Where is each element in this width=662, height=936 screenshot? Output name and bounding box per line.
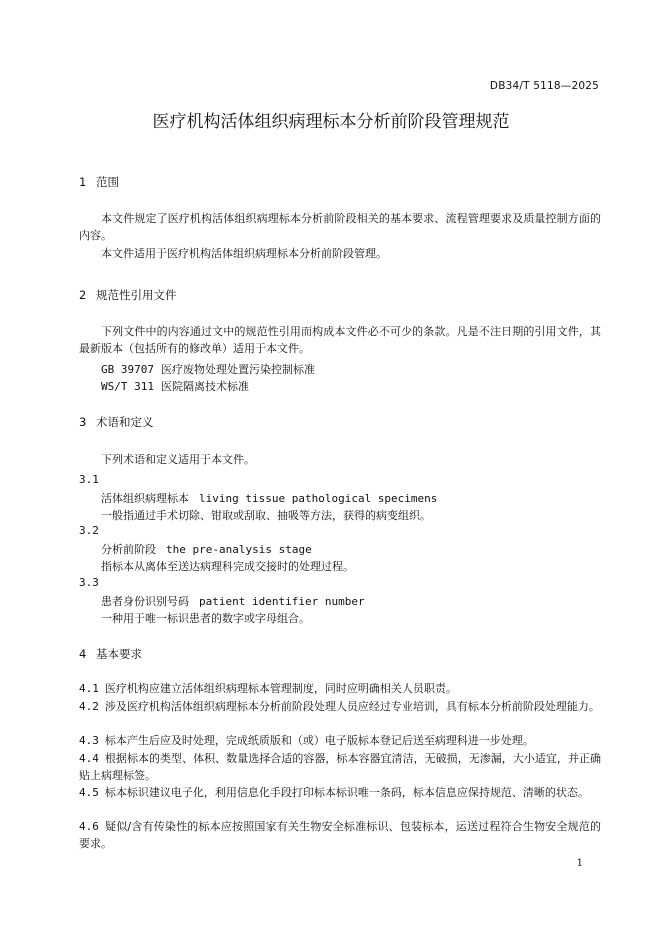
reference-item: [101, 378, 249, 394]
term-entry: [101, 541, 312, 557]
section-title: 术语和定义: [96, 415, 154, 429]
requirement-item: [79, 818, 601, 852]
term-definition: 一般指通过手术切除、钳取或刮取、抽吸等方法，获得的病变组织。: [101, 509, 431, 522]
term-entry: [101, 490, 437, 506]
item-text: 疑似/含有传染性的标本应按照国家有关生物安全标准标识、包装标本，运送过程符合生物安全规范的要求。: [79, 820, 601, 850]
reference-code: WS/T 311: [101, 380, 154, 393]
requirement-item: [79, 750, 601, 784]
section-1-heading: [79, 174, 119, 190]
requirement-item: [79, 784, 601, 801]
term-chinese: 活体组织病理标本: [101, 492, 189, 505]
section-title: 规范性引用文件: [96, 288, 177, 302]
requirement-item: [79, 680, 601, 697]
section-number: 4: [79, 647, 87, 661]
paragraph: 下列文件中的内容通过文中的规范性引用而构成本文件必不可少的条款。凡是不注日期的引用文件，其最新版本（包括所有的修改单）适用于本文件。: [79, 325, 601, 355]
section-4-heading: [79, 646, 142, 662]
section-2-heading: [79, 287, 177, 303]
term-number: 3.1: [79, 473, 99, 486]
document-title: 医疗机构活体组织病理标本分析前阶段管理规范: [152, 112, 510, 132]
term-chinese: 患者身份识别号码: [101, 595, 189, 608]
requirement-item: [79, 732, 601, 749]
item-text: 涉及医疗机构活体组织病理标本分析前阶段处理人员应经过专业培训，具有标本分析前阶段处理能力。: [104, 700, 600, 713]
reference-name: 医院隔离技术标准: [160, 380, 249, 393]
page-number: 1: [576, 858, 583, 869]
paragraph: 本文件适用于医疗机构活体组织病理标本分析前阶段管理。: [101, 247, 387, 260]
document-code: DB34/T 5118—2025: [489, 80, 599, 92]
item-text: 标本产生后应及时处理，完成纸质版和（或）电子版标本登记后送至病理科进一步处理。: [104, 734, 534, 747]
item-number: 4.2: [79, 700, 99, 713]
item-number: 4.1: [79, 682, 99, 695]
requirement-item: [79, 698, 601, 715]
term-definition: 一种用于唯一标识患者的数字或字母组合。: [101, 612, 310, 625]
term-number: 3.2: [79, 524, 99, 537]
item-text: 医疗机构应建立活体组织病理标本管理制度，同时应明确相关人员职责。: [104, 682, 457, 695]
item-number: 4.5: [79, 786, 99, 799]
section-number: 1: [79, 175, 87, 189]
term-english: patient identifier number: [199, 595, 365, 608]
section-title: 范围: [96, 175, 119, 189]
item-number: 4.6: [79, 820, 99, 833]
term-number: 3.3: [79, 576, 99, 589]
section-3-heading: [79, 414, 154, 430]
section-title: 基本要求: [96, 647, 142, 661]
item-number: 4.3: [79, 734, 99, 747]
term-english: the pre-analysis stage: [166, 543, 312, 556]
reference-item: [101, 361, 315, 377]
reference-name: 医疗废物处理处置污染控制标准: [160, 363, 315, 376]
item-text: 根据标本的类型、体积、数量选择合适的容器，标本容器宜清洁，无破损，无渗漏，大小适宜，并正确贴上病理标签。: [79, 752, 601, 782]
term-english: living tissue pathological specimens: [199, 492, 438, 505]
term-chinese: 分析前阶段: [101, 543, 156, 556]
item-number: 4.4: [79, 752, 99, 765]
section-number: 2: [79, 288, 87, 302]
paragraph: 下列术语和定义适用于本文件。: [101, 453, 255, 466]
term-entry: [101, 593, 365, 609]
section-number: 3: [79, 415, 87, 429]
reference-code: GB 39707: [101, 363, 154, 376]
term-definition: 指标本从离体至送达病理科完成交接时的处理过程。: [101, 560, 354, 573]
paragraph: 本文件规定了医疗机构活体组织病理标本分析前阶段相关的基本要求、流程管理要求及质量控制方面的内容。: [79, 212, 601, 242]
item-text: 标本标识建议电子化，利用信息化手段打印标本标识唯一条码，标本信息应保持规范、清晰的状态。: [104, 786, 589, 799]
